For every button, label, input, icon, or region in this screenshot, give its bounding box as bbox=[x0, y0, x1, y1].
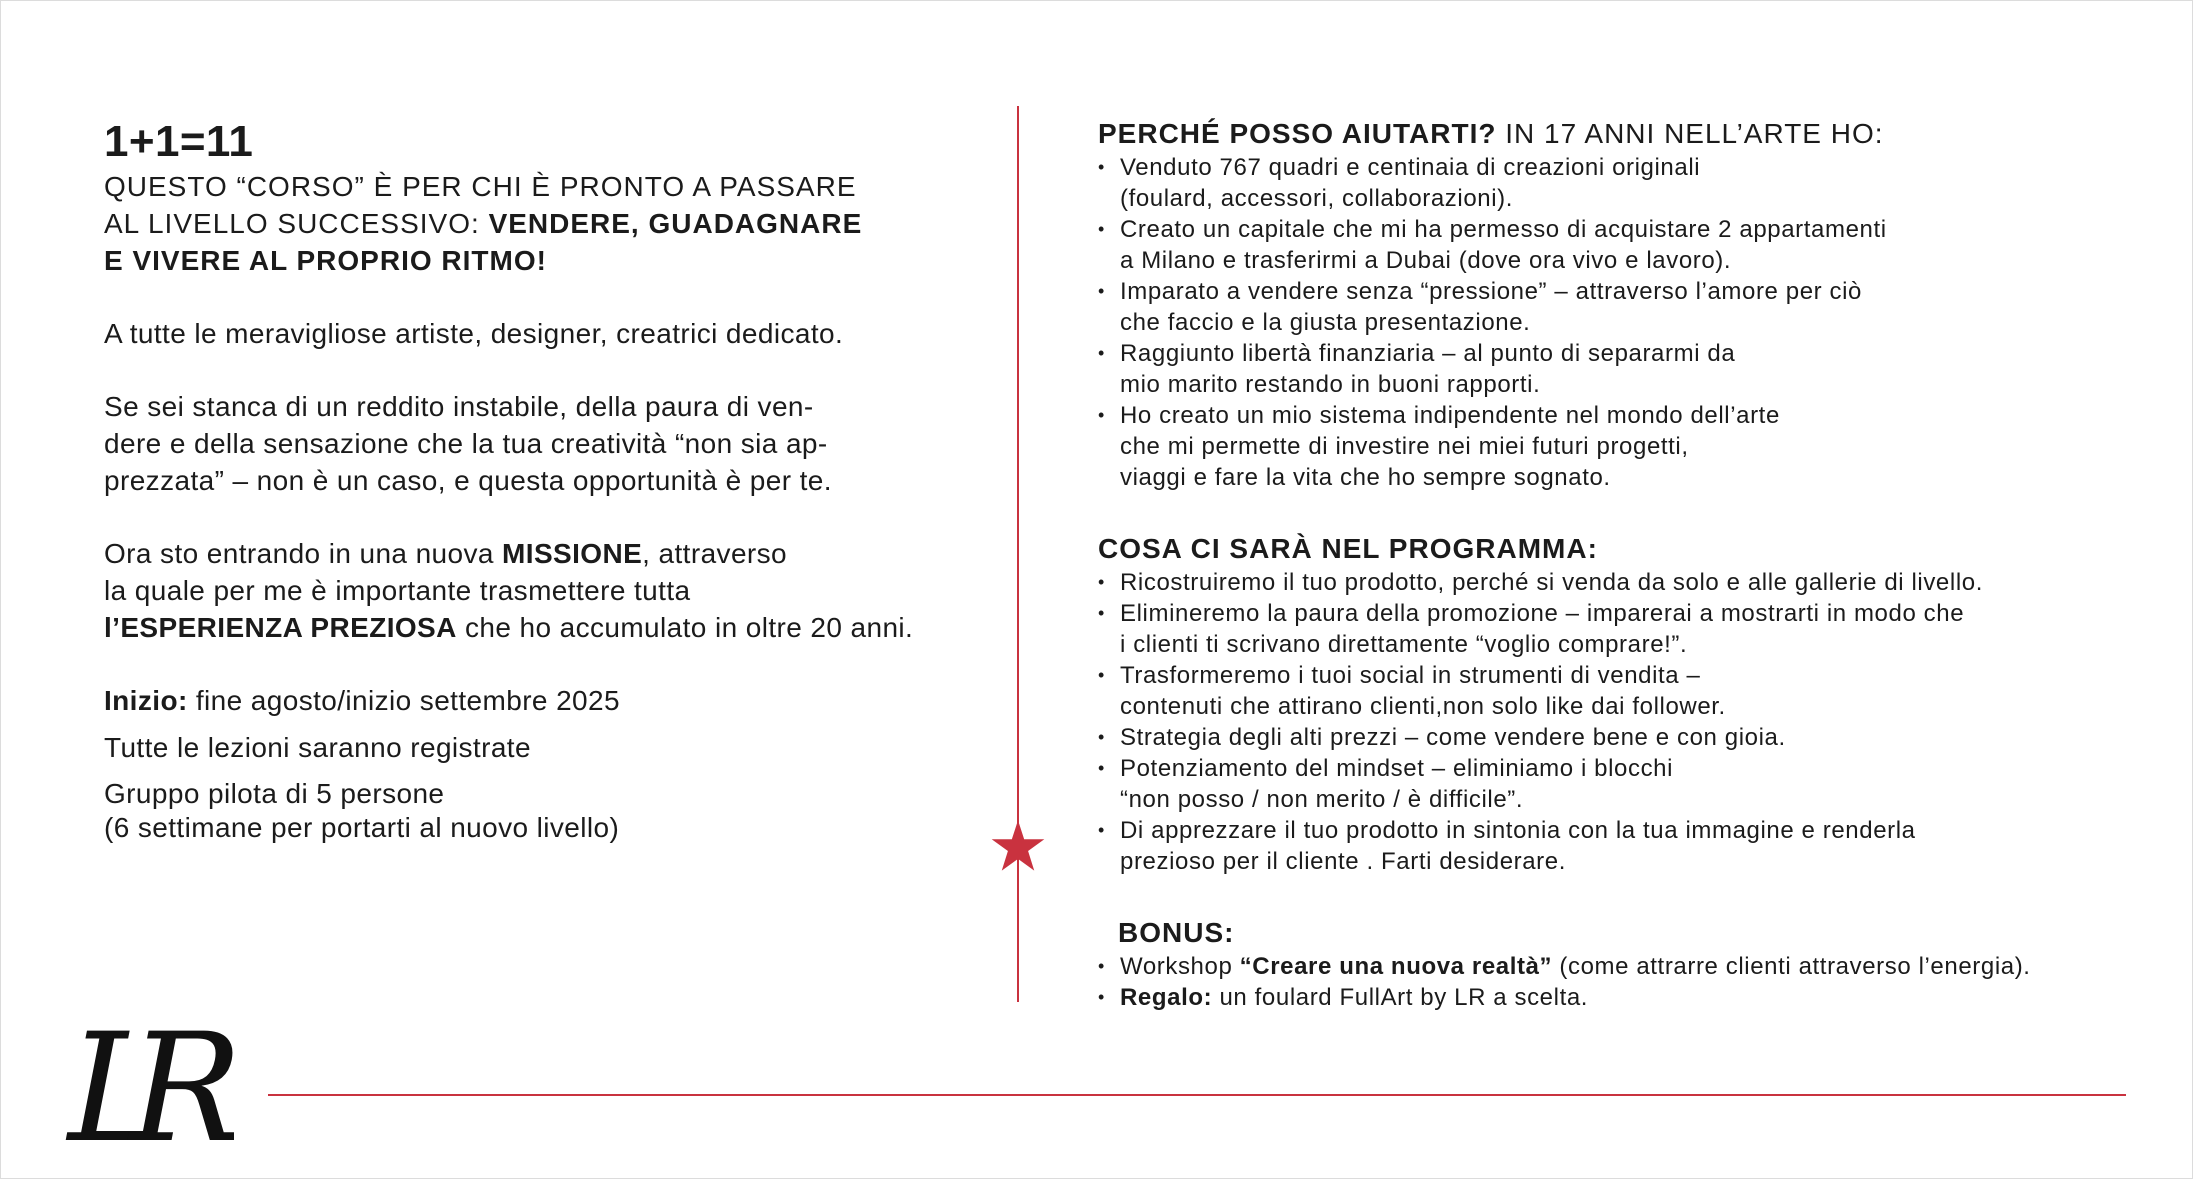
problem-line-2: dere e della sensazione che la tua creatività “non sia ap- bbox=[104, 428, 828, 459]
pilot-line-2: (6 settimane per portarti al nuovo livello) bbox=[104, 812, 620, 843]
dedication: A tutte le meravigliose artiste, designer, creatrici dedicato. bbox=[104, 318, 844, 349]
list-item bbox=[1098, 276, 2138, 338]
list-item bbox=[1098, 214, 2138, 276]
recorded-info: Tutte le lezioni saranno registrate bbox=[104, 732, 531, 763]
list-item bbox=[1098, 951, 2138, 982]
why-title-regular: IN 17 ANNI NELL’ARTE HO: bbox=[1496, 118, 1884, 149]
item-line: Raggiunto libertà finanziaria – al punto di separarmi da bbox=[1120, 340, 1736, 367]
logo-text: LR bbox=[68, 1002, 205, 1160]
start-label: Inizio: bbox=[104, 685, 188, 716]
item-line: Creato un capitale che mi ha permesso di acquistare 2 appartamenti bbox=[1120, 216, 1887, 243]
mission-bold: MISSIONE bbox=[502, 538, 643, 569]
gift-value: un foulard FullArt by LR a scelta. bbox=[1212, 984, 1589, 1011]
bonus-list bbox=[1098, 951, 2138, 1013]
lr-logo-icon bbox=[64, 990, 234, 1160]
mission-paragraph bbox=[104, 535, 1004, 646]
start-info bbox=[104, 682, 1004, 719]
item-line: Ho creato un mio sistema indipendente nel mondo dell’arte bbox=[1120, 402, 1780, 429]
item-line: a Milano e trasferirmi a Dubai (dove ora vivo e lavoro). bbox=[1120, 247, 1732, 274]
program-list bbox=[1098, 567, 2138, 877]
star-icon bbox=[990, 818, 1046, 874]
item-line: Elimineremo la paura della promozione – imparerai a mostrarti in modo che bbox=[1120, 600, 1965, 627]
intro-line-2-bold: VENDERE, GUADAGNARE bbox=[488, 208, 863, 239]
item-line: Potenziamento del mindset – eliminiamo i blocchi bbox=[1120, 755, 1674, 782]
start-value: fine agosto/inizio settembre 2025 bbox=[187, 685, 620, 716]
workshop-tail: (come attrarre clienti attraverso l’energia). bbox=[1552, 953, 2031, 980]
problem-line-1: Se sei stanca di un reddito instabile, della paura di ven- bbox=[104, 391, 814, 422]
list-item bbox=[1098, 753, 2138, 815]
problem-paragraph bbox=[104, 388, 1004, 499]
gift-label: Regalo: bbox=[1120, 984, 1213, 1011]
mission-line-3-bold: l’ESPERIENZA PREZIOSA bbox=[104, 612, 457, 643]
left-column bbox=[104, 116, 1004, 845]
item-line: “non posso / non merito / è difficile”. bbox=[1120, 786, 1524, 813]
mission-line-1: Ora sto entrando in una nuova bbox=[104, 538, 503, 569]
list-item bbox=[1098, 152, 2138, 214]
item-line: Trasformeremo i tuoi social in strumenti di vendita – bbox=[1120, 662, 1701, 689]
item-line: Strategia degli alti prezzi – come vendere bene e con gioia. bbox=[1120, 724, 1786, 751]
why-title-bold: PERCHÉ POSSO AIUTARTI? bbox=[1098, 118, 1497, 149]
pilot-info bbox=[104, 777, 1004, 845]
mission-line-3-tail: che ho accumulato in oltre 20 anni. bbox=[456, 612, 914, 643]
mission-line-2: la quale per me è importante trasmettere tutta bbox=[104, 575, 691, 606]
item-line: che faccio e la giusta presentazione. bbox=[1120, 309, 1531, 336]
item-line: Venduto 767 quadri e centinaia di creazioni originali bbox=[1120, 154, 1701, 181]
item-line: prezioso per il cliente . Farti desiderare. bbox=[1120, 848, 1566, 875]
workshop-title: “Creare una nuova realtà” bbox=[1239, 953, 1553, 980]
item-line: viaggi e fare la vita che ho sempre sognato. bbox=[1120, 464, 1611, 491]
list-item bbox=[1098, 400, 2138, 493]
achievements-list bbox=[1098, 152, 2138, 493]
item-line: Imparato a vendere senza “pressione” – attraverso l’amore per ciò bbox=[1120, 278, 1863, 305]
item-line: (foulard, accessori, collaborazioni). bbox=[1120, 185, 1514, 212]
list-item bbox=[1098, 722, 2138, 753]
intro bbox=[104, 168, 1004, 279]
intro-line-1: QUESTO “CORSO” È PER CHI È PRONTO A PASSARE bbox=[104, 171, 857, 202]
item-line: i clienti ti scrivano direttamente “voglio comprare!”. bbox=[1120, 631, 1688, 658]
right-column bbox=[1098, 116, 2138, 1013]
item-line: mio marito restando in buoni rapporti. bbox=[1120, 371, 1541, 398]
intro-line-3-bold: E VIVERE AL PROPRIO RITMO! bbox=[104, 245, 547, 276]
list-item bbox=[1098, 982, 2138, 1013]
workshop-prefix: Workshop bbox=[1120, 953, 1240, 980]
pilot-line-1: Gruppo pilota di 5 persone bbox=[104, 778, 445, 809]
program-title-text: COSA CI SARÀ NEL PROGRAMMA: bbox=[1098, 533, 1598, 564]
intro-line-2: AL LIVELLO SUCCESSIVO: bbox=[104, 208, 489, 239]
why-title bbox=[1098, 116, 2138, 152]
problem-line-3: prezzata” – non è un caso, e questa opportunità è per te. bbox=[104, 465, 832, 496]
list-item bbox=[1098, 660, 2138, 722]
headline: 1+1=11 bbox=[104, 117, 254, 166]
bottom-rule bbox=[268, 1094, 2126, 1096]
mission-line-1-tail: , attraverso bbox=[642, 538, 788, 569]
list-item bbox=[1098, 815, 2138, 877]
item-line: Di apprezzare il tuo prodotto in sintonia con la tua immagine e renderla bbox=[1120, 817, 1916, 844]
program-title bbox=[1098, 531, 2138, 567]
list-item bbox=[1098, 567, 2138, 598]
bonus-title: BONUS: bbox=[1118, 917, 1235, 948]
list-item bbox=[1098, 338, 2138, 400]
item-line: contenuti che attirano clienti,non solo like dai follower. bbox=[1120, 693, 1726, 720]
list-item bbox=[1098, 598, 2138, 660]
item-line: che mi permette di investire nei miei futuri progetti, bbox=[1120, 433, 1689, 460]
item-line: Ricostruiremo il tuo prodotto, perché si venda da solo e alle gallerie di livello. bbox=[1120, 569, 1983, 596]
